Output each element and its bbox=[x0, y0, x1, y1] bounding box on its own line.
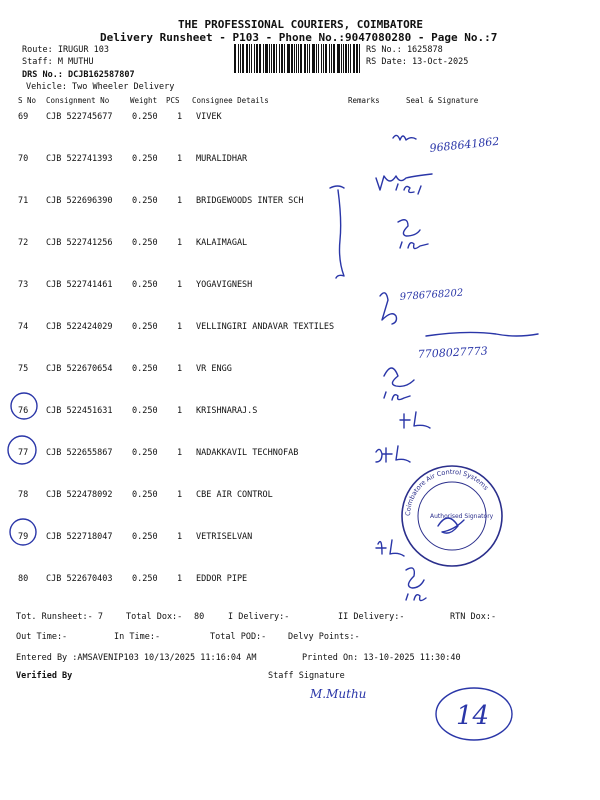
page-number-handwritten: 14 bbox=[456, 701, 490, 731]
barcode-bar bbox=[307, 44, 308, 73]
svg-text:Coimbatore Air Control Systems bbox=[404, 468, 490, 516]
printed-on: Printed On: 13-10-2025 11:30:40 bbox=[302, 653, 461, 663]
barcode-bar bbox=[323, 44, 324, 73]
row-pcs: 1 bbox=[177, 490, 183, 500]
row-consignee: CBE AIR CONTROL bbox=[196, 490, 273, 500]
row-sno: 73 bbox=[18, 280, 29, 290]
row-consignee: KRISHNARAJ.S bbox=[196, 406, 258, 416]
barcode-bar bbox=[343, 44, 344, 73]
barcode-bar bbox=[350, 44, 351, 73]
barcode-bar bbox=[269, 44, 270, 73]
i-delivery: I Delivery:- bbox=[228, 612, 290, 622]
row-consignment: CJB 522478092 bbox=[46, 490, 113, 500]
barcode-bar bbox=[254, 44, 255, 73]
row-consignee: KALAIMAGAL bbox=[196, 238, 248, 248]
row-sno: 75 bbox=[18, 364, 29, 374]
row-sno: 74 bbox=[18, 322, 29, 332]
drs-label: DRS No.: DCJB162587807 bbox=[22, 70, 135, 80]
row-consignment: CJB 522670654 bbox=[46, 364, 113, 374]
barcode-bar bbox=[291, 44, 293, 73]
signature-row70 bbox=[393, 135, 416, 140]
col-remarks: Remarks bbox=[348, 96, 380, 105]
row-sno: 80 bbox=[18, 574, 29, 584]
row-weight: 0.250 bbox=[132, 448, 158, 458]
barcode-bar bbox=[271, 44, 272, 73]
barcode-bar bbox=[234, 44, 236, 73]
staff-signature: M.Muthu bbox=[310, 687, 367, 701]
rtn-dox: RTN Dox:- bbox=[450, 612, 497, 622]
total-pod: Total POD:- bbox=[210, 632, 267, 642]
barcode-bar bbox=[312, 44, 315, 73]
total-dox-label: Total Dox:- bbox=[126, 612, 183, 622]
barcode-bar bbox=[263, 44, 264, 73]
row-sno: 77 bbox=[18, 448, 29, 458]
out-time: Out Time:- bbox=[16, 632, 68, 642]
row-pcs: 1 bbox=[177, 448, 183, 458]
row-pcs: 1 bbox=[177, 322, 183, 332]
rs-number: RS No.: 1625878 bbox=[366, 45, 443, 55]
bracket-mark bbox=[330, 186, 344, 278]
tot-runsheet: Tot. Runsheet:- 7 bbox=[16, 612, 103, 622]
row-consignee: NADAKKAVIL TECHNOFAB bbox=[196, 448, 299, 458]
row-weight: 0.250 bbox=[132, 154, 158, 164]
barcode-bar bbox=[356, 44, 358, 73]
initials-row77b bbox=[376, 446, 410, 462]
barcode-bar bbox=[345, 44, 347, 73]
barcode-bar bbox=[348, 44, 349, 73]
barcode-bar bbox=[341, 44, 342, 73]
row-consignee: BRIDGEWOODS INTER SCH bbox=[196, 196, 304, 206]
staff-signature-label: Staff Signature bbox=[268, 671, 345, 681]
ii-delivery: II Delivery:- bbox=[338, 612, 405, 622]
barcode-bar bbox=[316, 44, 317, 73]
phone-row75: 7708027773 bbox=[417, 344, 489, 361]
row-weight: 0.250 bbox=[132, 364, 158, 374]
row-weight: 0.250 bbox=[132, 574, 158, 584]
total-dox-value: 80 bbox=[194, 612, 205, 622]
initials-row79 bbox=[376, 540, 404, 556]
row-pcs: 1 bbox=[177, 154, 183, 164]
barcode-bar bbox=[294, 44, 295, 73]
row-sno: 76 bbox=[18, 406, 29, 416]
barcode-bar bbox=[259, 44, 261, 73]
barcode-bar bbox=[337, 44, 340, 73]
row-consignment: CJB 522655867 bbox=[46, 448, 113, 458]
verified-by: Verified By bbox=[16, 671, 73, 681]
row-sno: 71 bbox=[18, 196, 29, 206]
row-pcs: 1 bbox=[177, 574, 183, 584]
row-sno: 69 bbox=[18, 112, 29, 122]
signature-row80 bbox=[406, 568, 426, 601]
barcode-bar bbox=[240, 44, 241, 73]
row-pcs: 1 bbox=[177, 280, 183, 290]
row-consignee: VETRISELVAN bbox=[196, 532, 253, 542]
col-seal-signature: Seal & Signature bbox=[406, 96, 479, 105]
row-pcs: 1 bbox=[177, 532, 183, 542]
barcode bbox=[234, 44, 362, 73]
phone-row74: 9786768202 bbox=[399, 287, 464, 303]
row-consignee: YOGAVIGNESH bbox=[196, 280, 253, 290]
initials-row77a bbox=[400, 412, 430, 428]
barcode-bar bbox=[238, 44, 239, 73]
delvy-points: Delvy Points:- bbox=[288, 632, 360, 642]
row-weight: 0.250 bbox=[132, 322, 158, 332]
signature-row72 bbox=[398, 220, 428, 249]
barcode-bar bbox=[329, 44, 330, 73]
barcode-bar bbox=[249, 44, 250, 73]
date-row71 bbox=[396, 184, 421, 194]
col-sno: S No bbox=[18, 96, 37, 105]
barcode-bar bbox=[321, 44, 322, 73]
in-time: In Time:- bbox=[114, 632, 161, 642]
row-consignment: CJB 522718047 bbox=[46, 532, 113, 542]
staff-label: Staff: M MUTHU bbox=[22, 57, 94, 67]
row-consignment: CJB 522741461 bbox=[46, 280, 113, 290]
row-pcs: 1 bbox=[177, 238, 183, 248]
barcode-bar bbox=[276, 44, 277, 73]
stamp-signature bbox=[438, 518, 464, 533]
barcode-bar bbox=[300, 44, 302, 73]
barcode-bar bbox=[287, 44, 290, 73]
row-consignment: CJB 522451631 bbox=[46, 406, 113, 416]
scribble-row75 bbox=[426, 332, 538, 336]
barcode-bar bbox=[281, 44, 283, 73]
row-sno: 70 bbox=[18, 154, 29, 164]
row-pcs: 1 bbox=[177, 406, 183, 416]
runsheet-title: Delivery Runsheet - P103 - Phone No.:9047080280 - Page No.:7 bbox=[100, 31, 498, 44]
row-consignment: CJB 522424029 bbox=[46, 322, 113, 332]
col-consignee: Consignee Details bbox=[192, 96, 269, 105]
barcode-bar bbox=[359, 44, 360, 73]
entered-by: Entered By :AMSAVENIP103 10/13/2025 11:16:04 AM bbox=[16, 653, 257, 663]
signature-row74 bbox=[380, 293, 397, 324]
row-consignee: EDDOR PIPE bbox=[196, 574, 248, 584]
row-pcs: 1 bbox=[177, 364, 183, 374]
row-consignee: VR ENGG bbox=[196, 364, 232, 374]
barcode-bar bbox=[304, 44, 306, 73]
barcode-bar bbox=[265, 44, 268, 73]
page-number-circle bbox=[436, 688, 512, 740]
barcode-bar bbox=[296, 44, 297, 73]
barcode-bar bbox=[333, 44, 335, 73]
signature-row76 bbox=[384, 368, 414, 400]
phone-row70: 9688641862 bbox=[428, 134, 500, 155]
col-consignment: Consignment No bbox=[46, 96, 110, 105]
row-consignment: CJB 522696390 bbox=[46, 196, 113, 206]
row-weight: 0.250 bbox=[132, 490, 158, 500]
stamp-ring-text: Coimbatore Air Control Systems bbox=[403, 467, 490, 517]
barcode-bar bbox=[256, 44, 258, 73]
row-weight: 0.250 bbox=[132, 196, 158, 206]
barcode-bar bbox=[242, 44, 244, 73]
row-weight: 0.250 bbox=[132, 532, 158, 542]
row-weight: 0.250 bbox=[132, 406, 158, 416]
row-consignee: VELLINGIRI ANDAVAR TEXTILES bbox=[196, 322, 335, 332]
col-weight: Weight bbox=[130, 96, 158, 105]
col-pcs: PCS bbox=[166, 96, 180, 105]
row-consignment: CJB 522745677 bbox=[46, 112, 113, 122]
barcode-bar bbox=[353, 44, 355, 73]
vehicle-label: Vehicle: Two Wheeler Delivery bbox=[26, 82, 175, 92]
barcode-bar bbox=[273, 44, 275, 73]
row-consignee: MURALIDHAR bbox=[196, 154, 248, 164]
company-title: THE PROFESSIONAL COURIERS, COIMBATORE bbox=[178, 18, 424, 31]
barcode-bar bbox=[298, 44, 299, 73]
barcode-bar bbox=[284, 44, 285, 73]
barcode-bar bbox=[246, 44, 249, 73]
barcode-bar bbox=[325, 44, 327, 73]
company-stamp bbox=[402, 466, 502, 566]
barcode-bar bbox=[331, 44, 332, 73]
row-consignee: VIVEK bbox=[196, 112, 222, 122]
barcode-bar bbox=[309, 44, 310, 73]
stamp-center-text: Authorised Signatory bbox=[430, 513, 494, 520]
row-pcs: 1 bbox=[177, 112, 183, 122]
route-label: Route: IRUGUR 103 bbox=[22, 45, 109, 55]
row-sno: 78 bbox=[18, 490, 29, 500]
row-consignment: CJB 522670403 bbox=[46, 574, 113, 584]
row-sno: 72 bbox=[18, 238, 29, 248]
row-weight: 0.250 bbox=[132, 112, 158, 122]
barcode-bar bbox=[251, 44, 252, 73]
barcode-bar bbox=[318, 44, 320, 73]
row-sno: 79 bbox=[18, 532, 29, 542]
rs-date: RS Date: 13-Oct-2025 bbox=[366, 57, 469, 67]
barcode-bar bbox=[279, 44, 280, 73]
row-consignment: CJB 522741256 bbox=[46, 238, 113, 248]
row-pcs: 1 bbox=[177, 196, 183, 206]
row-weight: 0.250 bbox=[132, 238, 158, 248]
row-consignment: CJB 522741393 bbox=[46, 154, 113, 164]
row-weight: 0.250 bbox=[132, 280, 158, 290]
signature-row71 bbox=[376, 174, 432, 190]
